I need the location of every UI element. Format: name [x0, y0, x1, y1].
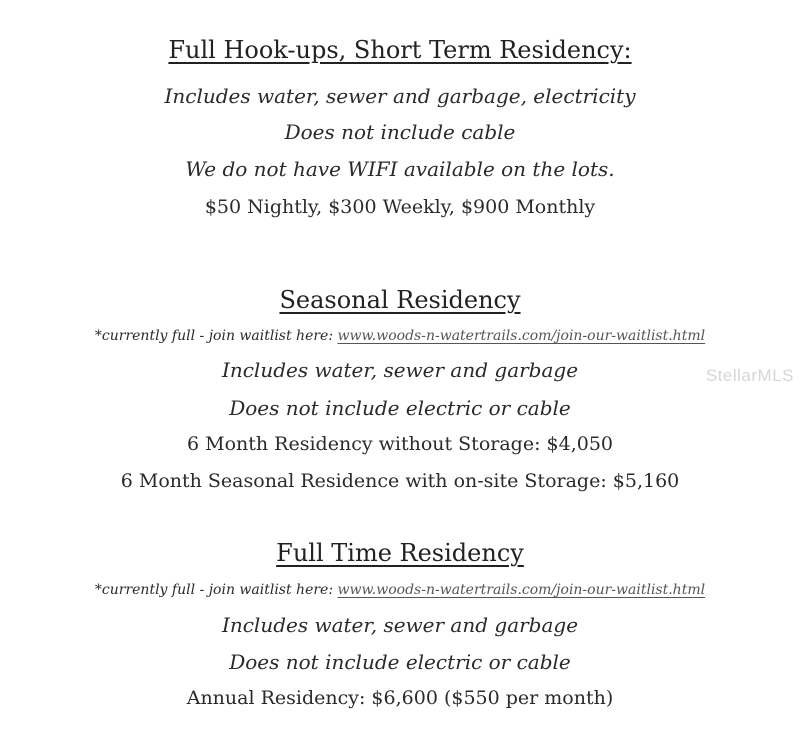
full-time-heading: Full Time Residency: [276, 539, 524, 567]
short-term-rates: $50 Nightly, $300 Weekly, $900 Monthly: [204, 196, 596, 218]
seasonal-rate-with-storage: 6 Month Seasonal Residence with on-site Storage: $5,160: [120, 470, 680, 492]
seasonal-heading: Seasonal Residency: [279, 286, 521, 314]
seasonal-rate-without-storage: 6 Month Residency without Storage: $4,050: [187, 433, 613, 455]
seasonal-waitlist-link[interactable]: www.woods-n-watertrails.com/join-our-waitlist.html: [337, 328, 706, 344]
seasonal-includes: Includes water, sewer and garbage: [221, 358, 579, 382]
full-time-annual-rate: Annual Residency: $6,600 ($550 per month): [186, 687, 614, 709]
seasonal-note-prefix: *currently full - join waitlist here:: [94, 328, 338, 344]
short-term-includes: Includes water, sewer and garbage, electricity: [164, 84, 636, 108]
full-time-includes: Includes water, sewer and garbage: [221, 613, 579, 637]
watermark-text: StellarMLS: [705, 366, 794, 385]
short-term-heading: Full Hook-ups, Short Term Residency:: [168, 36, 632, 64]
full-time-note-prefix: *currently full - join waitlist here:: [94, 582, 338, 598]
full-time-waitlist-link[interactable]: www.woods-n-watertrails.com/join-our-waitlist.html: [337, 582, 706, 598]
seasonal-waitlist-note: [0, 328, 800, 344]
short-term-wifi-note: We do not have WIFI available on the lots.: [185, 157, 615, 181]
full-time-waitlist-note: [0, 582, 800, 598]
full-time-excludes: Does not include electric or cable: [229, 650, 571, 674]
seasonal-excludes: Does not include electric or cable: [229, 396, 571, 420]
short-term-excludes: Does not include cable: [284, 120, 516, 144]
